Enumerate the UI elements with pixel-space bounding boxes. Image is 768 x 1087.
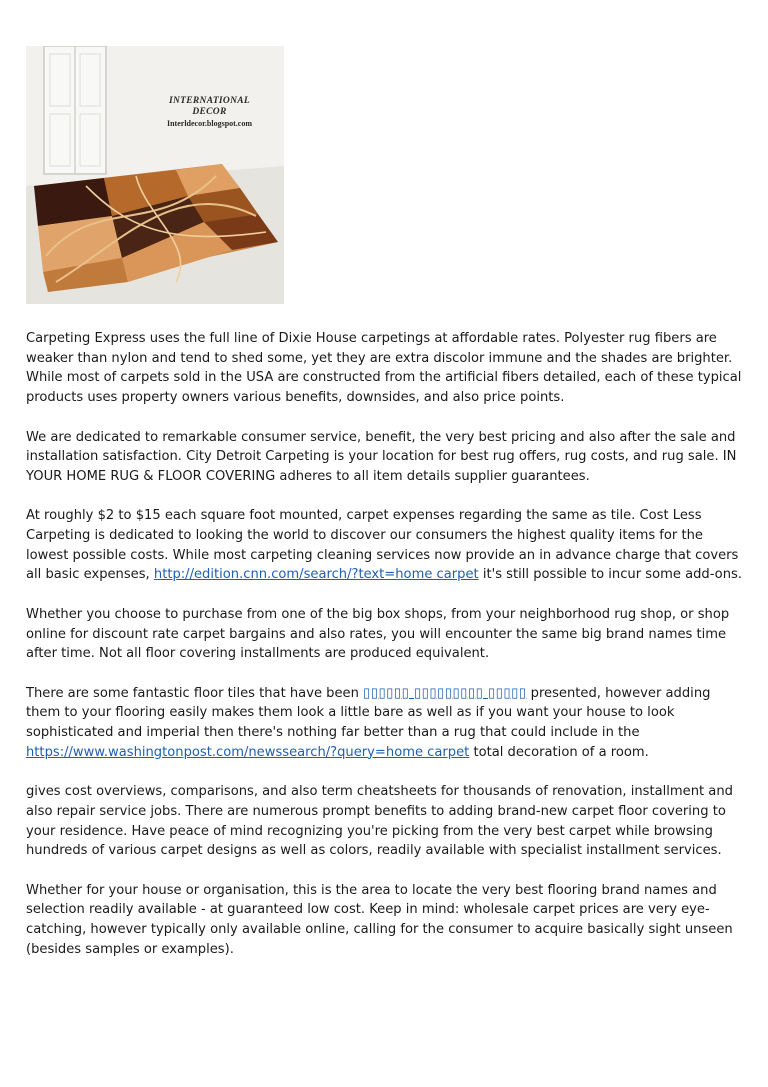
paragraph-4: Whether you choose to purchase from one of the big box shops, from your neighborhood rug shop, or shop online for discount rate carpet bargains and also rates, you will encounter the same big brand names time after time. Not all floor covering installments are produced equivalent.: [26, 606, 730, 662]
unrendered-glyph-link[interactable]: ▯▯▯▯▯▯ ▯▯▯▯▯▯▯▯▯ ▯▯▯▯▯: [363, 685, 527, 701]
cnn-search-link[interactable]: http://edition.cnn.com/search/?text=home carpet: [153, 567, 479, 583]
rug-photo: [26, 46, 284, 304]
paragraph-6: gives cost overviews, comparisons, and also term cheatsheets for thousands of renovation, installment and also repair service jobs. There are numerous prompt benefits to adding brand-new carpet floor covering to your residence. Have peace of mind recognizing you're picking from the very best carpet while browsing hundreds of various carpet designs as well as colors, readily available with specialist installment services.: [26, 784, 733, 859]
paragraph-1: Carpeting Express uses the full line of Dixie House carpetings at affordable rates. Polyester rug fibers are weaker than nylon and tend to shed some, yet they are extra discolor immune and the shades are brighter. While most of carpets sold in the USA are constructed from the artificial fibers detailed, each of these typical products uses property owners various benefits, downsides, and also price points.: [26, 331, 742, 406]
watermark-url: Interldecor.blogspot.com: [166, 119, 253, 128]
washingtonpost-search-link[interactable]: https://www.washingtonpost.com/newssearch/?query=home carpet: [26, 744, 470, 760]
paragraph-3-text: At roughly $2 to $15 each square foot mounted, carpet expenses regarding the same as tile. Cost Less Carpeting is dedicated to looking the world to discover our consumers the highest quality items for the lowest possible costs. While most carpeting cleaning services now provide an in advance charge that covers all basic expenses,: [26, 508, 739, 583]
watermark: [157, 96, 262, 129]
paragraph-5-middle: presented, however adding them to your flooring easily makes them look a little bare as well as if you want your house to look sophisticated and imperial then there's nothing far better than a rug that could include in the: [26, 685, 711, 740]
paragraph-5-text: There are some fantastic floor tiles that have been: [26, 685, 364, 701]
rug-illustration: [26, 46, 284, 304]
article-body: [26, 329, 742, 959]
paragraph-5: [26, 684, 742, 763]
paragraph-7: Whether for your house or organisation, this is the area to locate the very best flooring brand names and selection readily available - at guaranteed low cost. Keep in mind: wholesale carpet prices are very eye-catching, however typically only available online, calling for the consumer to acquire basically sight unseen (besides samples or examples).: [26, 882, 733, 957]
watermark-title: INTERNATIONAL DECOR: [169, 96, 250, 117]
paragraph-5-tail: total decoration of a room.: [469, 744, 649, 760]
paragraph-3: [26, 506, 742, 585]
paragraph-3-tail: it's still possible to incur some add-ons.: [478, 567, 742, 583]
paragraph-2: We are dedicated to remarkable consumer service, benefit, the very best pricing and also after the sale and installation satisfaction. City Detroit Carpeting is your location for best rug offers, rug costs, and rug sale. IN YOUR HOME RUG & FLOOR COVERING adheres to all item details supplier guarantees.: [26, 429, 737, 484]
